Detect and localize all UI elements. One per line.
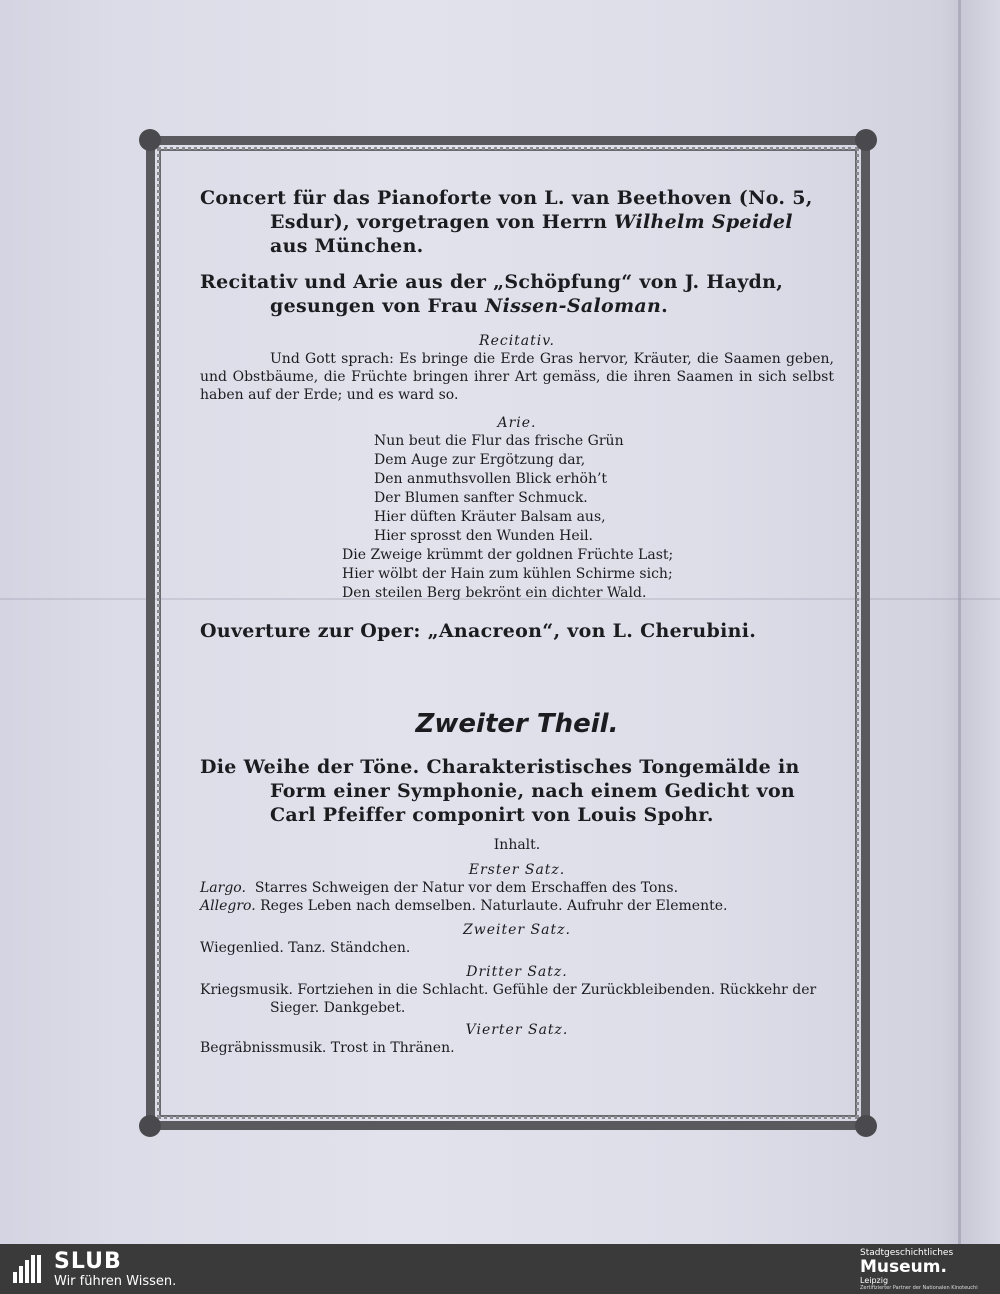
part-two-title: Zweiter Theil.	[415, 709, 619, 739]
verse-line: Die Zweige krümmt der goldnen Früchte Last;	[342, 547, 674, 563]
verse-line: Den anmuthsvollen Blick erhöh’t	[374, 471, 608, 487]
recitativ-heading-end: .	[661, 295, 668, 317]
movement-label: Dritter Satz.	[466, 964, 568, 980]
verse-line: Den steilen Berg bekrönt ein dichter Wald.	[342, 585, 647, 601]
museum-line4: Zertifizierter Partner der Nationalen Kinoteuchi	[860, 1285, 978, 1291]
arie-label: Arie.	[497, 415, 537, 431]
recitativ-heading	[200, 270, 834, 318]
movement-label: Vierter Satz.	[465, 1022, 569, 1038]
verse-line: Nun beut die Flur das frische Grün	[374, 433, 624, 449]
movement-line	[200, 897, 834, 915]
museum-line3: Leipzig	[860, 1276, 889, 1285]
corner-ornament-icon	[139, 129, 161, 151]
recitativ-label: Recitativ.	[479, 333, 555, 349]
slub-logo-icon	[10, 1252, 44, 1286]
movement-text: Starres Schweigen der Natur vor dem Erschaffen des Tons.	[254, 880, 679, 896]
verse-line: Hier wölbt der Hain zum kühlen Schirme sich;	[342, 566, 673, 582]
inhalt-label: Inhalt.	[493, 837, 541, 853]
singer-name: Nissen-Saloman	[484, 295, 662, 317]
movement-line: Wiegenlied. Tanz. Ständchen.	[200, 940, 411, 956]
museum-logo	[860, 1248, 988, 1291]
verse-line: Dem Auge zur Ergötzung dar,	[374, 452, 586, 468]
corner-ornament-icon	[855, 129, 877, 151]
tempo-marking: Allegro.	[200, 898, 256, 914]
corner-ornament-icon	[855, 1115, 877, 1137]
concert-heading-text: Concert für das Pianoforte von L. van Beethoven (No. 5, Esdur), vorgetragen von Herrn	[200, 187, 813, 233]
verse-line: Hier sprosst den Wunden Heil.	[374, 528, 594, 544]
arie-verse	[200, 432, 834, 603]
ouverture-heading: Ouverture zur Oper: „Anacreon“, von L. Cherubini.	[200, 620, 757, 642]
recitativ-heading-text: Recitativ und Arie aus der „Schöpfung“ von J. Haydn, gesungen von Frau	[200, 271, 784, 317]
movement-line: Begräbnissmusik. Trost in Thränen.	[200, 1040, 455, 1056]
corner-ornament-icon	[139, 1115, 161, 1137]
recitativ-text: Und Gott sprach: Es bringe die Erde Gras hervor, Kräuter, die Saamen geben, und Obstbäume, die Früchte bringen ihrer Art gemäss, die ihren Saamen in sich selbst haben auf der Erde; und es ward so.	[200, 351, 834, 403]
museum-line1: Stadtgeschichtliches	[860, 1248, 954, 1258]
movement-label: Zweiter Satz.	[463, 922, 571, 938]
museum-line2: Museum.	[860, 1257, 947, 1277]
concert-heading	[200, 186, 834, 258]
movement-text: Reges Leben nach demselben. Naturlaute. Aufruhr der Elemente.	[260, 898, 728, 914]
program-content	[200, 186, 834, 1057]
paper-fold-vertical	[958, 0, 961, 1244]
slub-tagline: Wir führen Wissen.	[54, 1274, 177, 1289]
performer-name: Wilhelm Speidel	[614, 211, 793, 233]
verse-line: Hier düften Kräuter Balsam aus,	[374, 509, 606, 525]
movement-line	[200, 879, 834, 897]
viewer-footer	[0, 1244, 1000, 1294]
concert-heading-end: aus München.	[270, 235, 424, 257]
verse-line: Der Blumen sanfter Schmuck.	[374, 490, 588, 506]
movement-label: Erster Satz.	[468, 862, 566, 878]
weihe-heading: Die Weihe der Töne. Charakteristisches Tongemälde in Form einer Symphonie, nach einem Gedicht von Carl Pfeiffer componirt von Louis Spohr.	[200, 756, 800, 826]
movement-line: Kriegsmusik. Fortziehen in die Schlacht. Gefühle der Zurückbleibenden. Rückkehr der Sieger. Dankgebet.	[200, 982, 817, 1016]
slub-name: SLUB	[54, 1249, 122, 1274]
tempo-marking: Largo.	[200, 880, 246, 896]
